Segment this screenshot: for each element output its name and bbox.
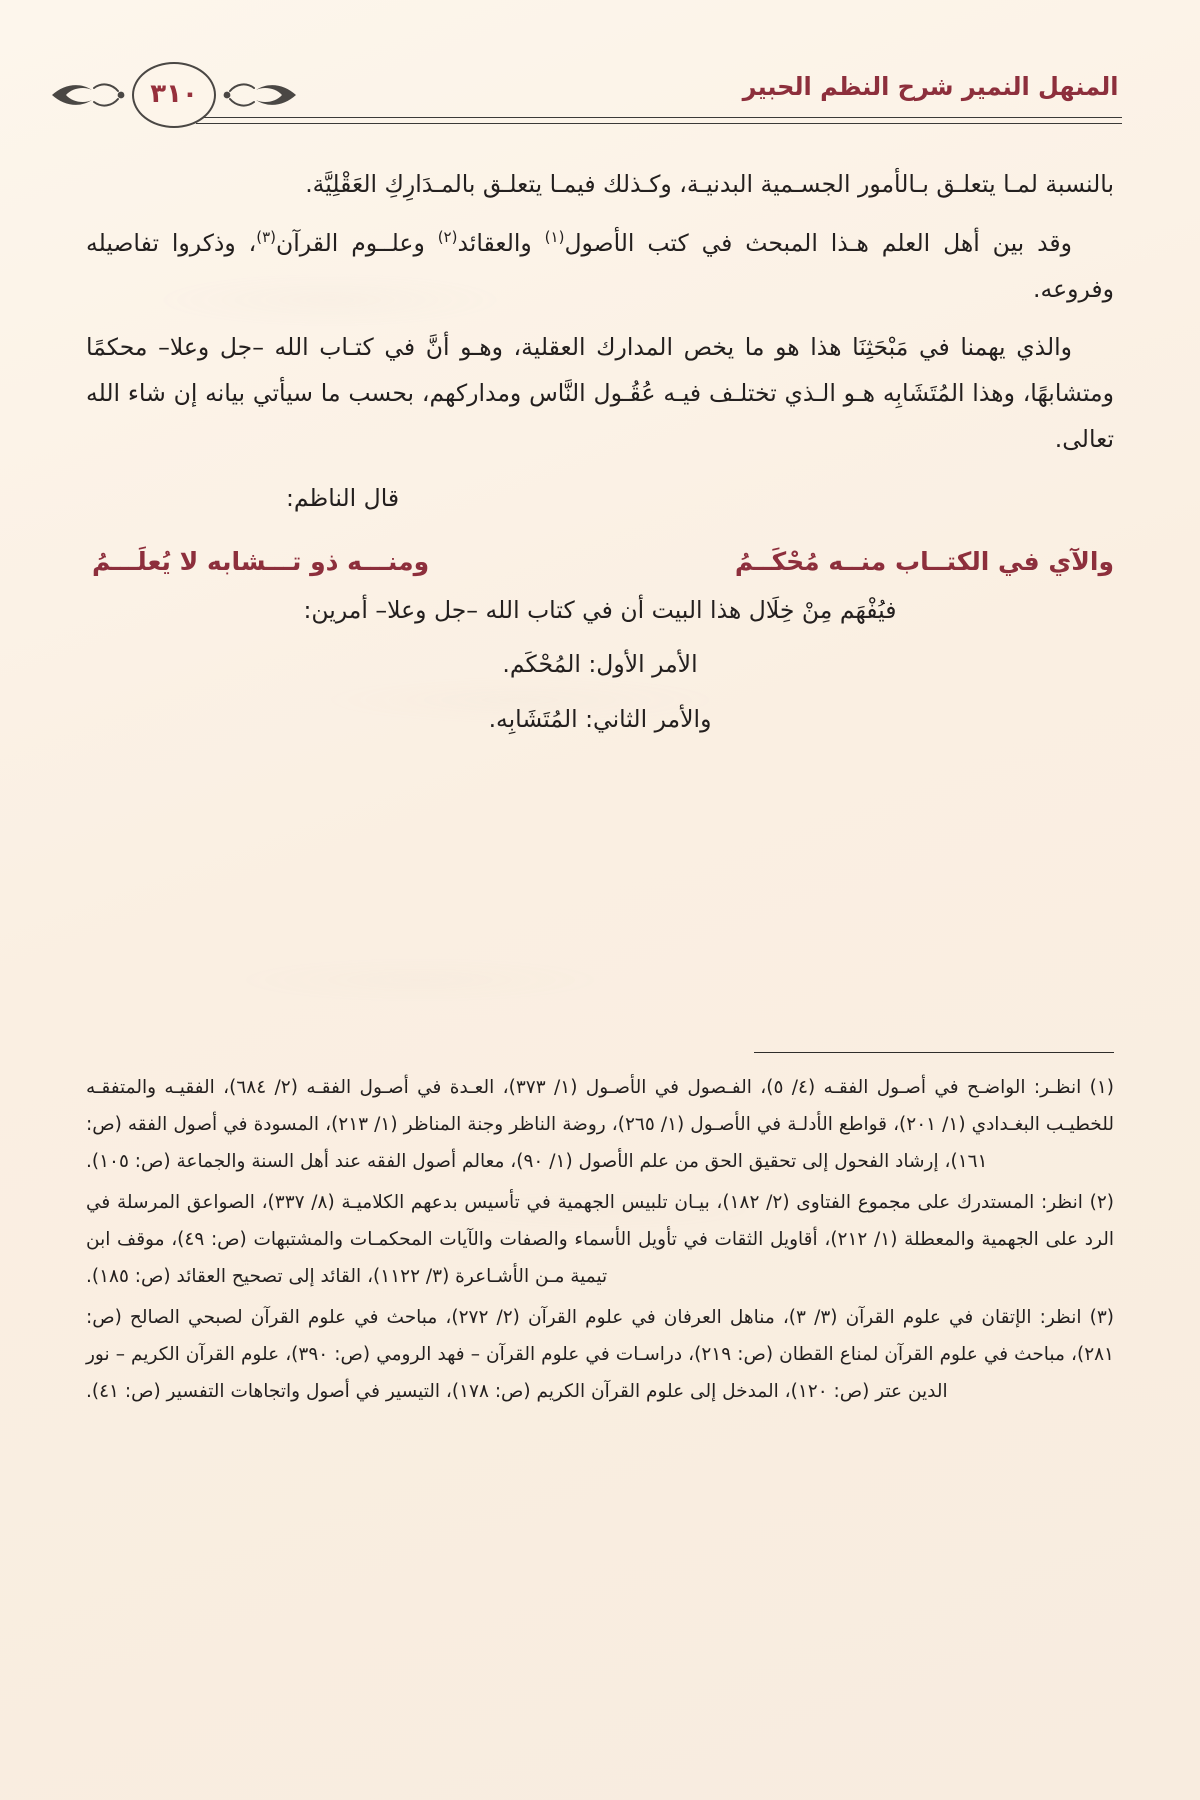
footnote-text-2: انظر: المستدرك على مجموع الفتاوى (٢/ ١٨٢)، بيـان تلبيس الجهمية في تأسيس بدعهم الكلاميـة (٨/ ٣٣٧)، الصواعق المرسلة في الرد على الجهمية والمعطلة (١/ ٢١٢)، أقاويل الثقات في تأويل الأسماء والصفات والآيات المحكمـات والمشتبهات (ص: ٤٩)، موقف ابن تيمية مـن الأشـاعرة (٣/ ١١٢٢)، القائد إلى تصحيح العقائد (ص: ١٨٥).	[86, 1192, 1114, 1287]
page-number: ٣١٠	[150, 78, 198, 109]
footnote-number-3: (٣)	[1089, 1307, 1114, 1328]
page-number-oval	[132, 62, 216, 128]
qala-an-nazim-line: قال الناظم:	[286, 483, 400, 512]
flourish-left-icon	[50, 78, 142, 112]
footnote-number-2: (٢)	[1089, 1192, 1114, 1213]
footnote-marker-3[interactable]: (٣)	[256, 227, 276, 246]
point-first-muhkam: الأمر الأول: المُحْكَم.	[502, 650, 698, 679]
verse-hemistich-1: والآي في الكتــاب منــه مُحْكَــمُ	[734, 546, 1114, 576]
paragraph-2-text-post: ، وذكروا تفاصيله وفروعه.	[86, 228, 1114, 303]
book-title: المنهل النمير شرح النظم الحبير	[742, 72, 1118, 101]
page-header	[78, 66, 1122, 138]
paragraph-2-text-mid2: وعلــوم القرآن	[275, 228, 438, 257]
page-number-medallion	[66, 60, 302, 130]
paragraph-2-text-pre: وقد بين أهل العلم هـذا المبحث في كتب الأصول	[564, 228, 1072, 257]
footnote-marker-1[interactable]: (١)	[544, 227, 565, 246]
footnote-text-3: انظر: الإتقان في علوم القرآن (٣/ ٣)، مناهل العرفان في علوم القرآن (٢/ ٢٧٢)، مباحث في علوم القرآن لصبحي الصالح (ص: ٢٨١)، مباحث في علوم القرآن لمناع القطان (ص: ٢١٩)، دراسـات في علوم القرآن – فهد الرومي (ص: ٣٩٠)، علوم القرآن الكريم – نور الدين عتر (ص: ١٢٠)، المدخل إلى علوم القرآن الكريم (ص: ١٧٨)، التيسير في أصول واتجاهات التفسير (ص: ٤١).	[86, 1307, 1114, 1402]
footnotes-section	[86, 1052, 1114, 1414]
paragraph-3: والذي يهمنا في مَبْحَثِنَا هذا هو ما يخص المدارك العقلية، وهـو أنَّ في كتـاب الله –جل وعلا– محكمًا ومتشابهًا، وهذا المُتَشَابِه هـو الـذي تختلـف فيـه عُقُـول النَّاس ومداركهم، بحسب ما سيأتي بيانه إن شاء الله تعالى.	[86, 333, 1114, 454]
footnote-marker-2[interactable]: (٢)	[437, 227, 458, 246]
flourish-right-icon	[206, 78, 298, 112]
footnote-text-1: انظـر: الواضـح في أصـول الفقـه (٤/ ٥)، الفـصول في الأصـول (١/ ٣٧٣)، العـدة في أصـول الفقـه (٢/ ٦٨٤)، الفقيـه والمتفقـه للخطيـب البغـدادي (١/ ٢٠١)، قواطع الأدلـة في الأصـول (١/ ٢٦٥)، روضة الناظر وجنة المناظر (١/ ٢١٣)، المسودة في أصول الفقه (ص: ١٦١)، إرشاد الفحول إلى تحقيق الحق من علم الأصول (١/ ٩٠)، معالم أصول الفقه عند أهل السنة والجماعة (ص: ١٠٥).	[86, 1077, 1114, 1172]
verse-line	[86, 547, 1114, 576]
paragraph-1: بالنسبة لمـا يتعلـق بـالأمور الجسـمية البدنيـة، وكـذلك فيمـا يتعلـق بالمـدَارِكِ العَقْلِيَّة.	[305, 170, 1114, 198]
footnote-number-1: (١)	[1089, 1077, 1114, 1098]
footnote-divider-rule	[754, 1052, 1114, 1053]
after-verse-explanation: فيُفْهَم مِنْ خِلَال هذا البيت أن في كتاب الله –جل وعلا– أمرين:	[303, 595, 897, 624]
verse-hemistich-2: ومنـــه ذو تـــشابه لا يُعلَـــمُ	[92, 546, 430, 576]
footnote-item-1	[86, 1069, 1114, 1180]
footnote-item-2	[86, 1184, 1114, 1295]
paragraph-2	[86, 221, 1114, 313]
footnote-item-3	[86, 1299, 1114, 1410]
point-second-mutashabih: والأمر الثاني: المُتَشَابِه.	[488, 704, 712, 733]
header-divider-rule	[196, 117, 1122, 124]
paragraph-2-text-mid: والعقائد	[457, 228, 545, 257]
page-body	[86, 162, 1114, 751]
